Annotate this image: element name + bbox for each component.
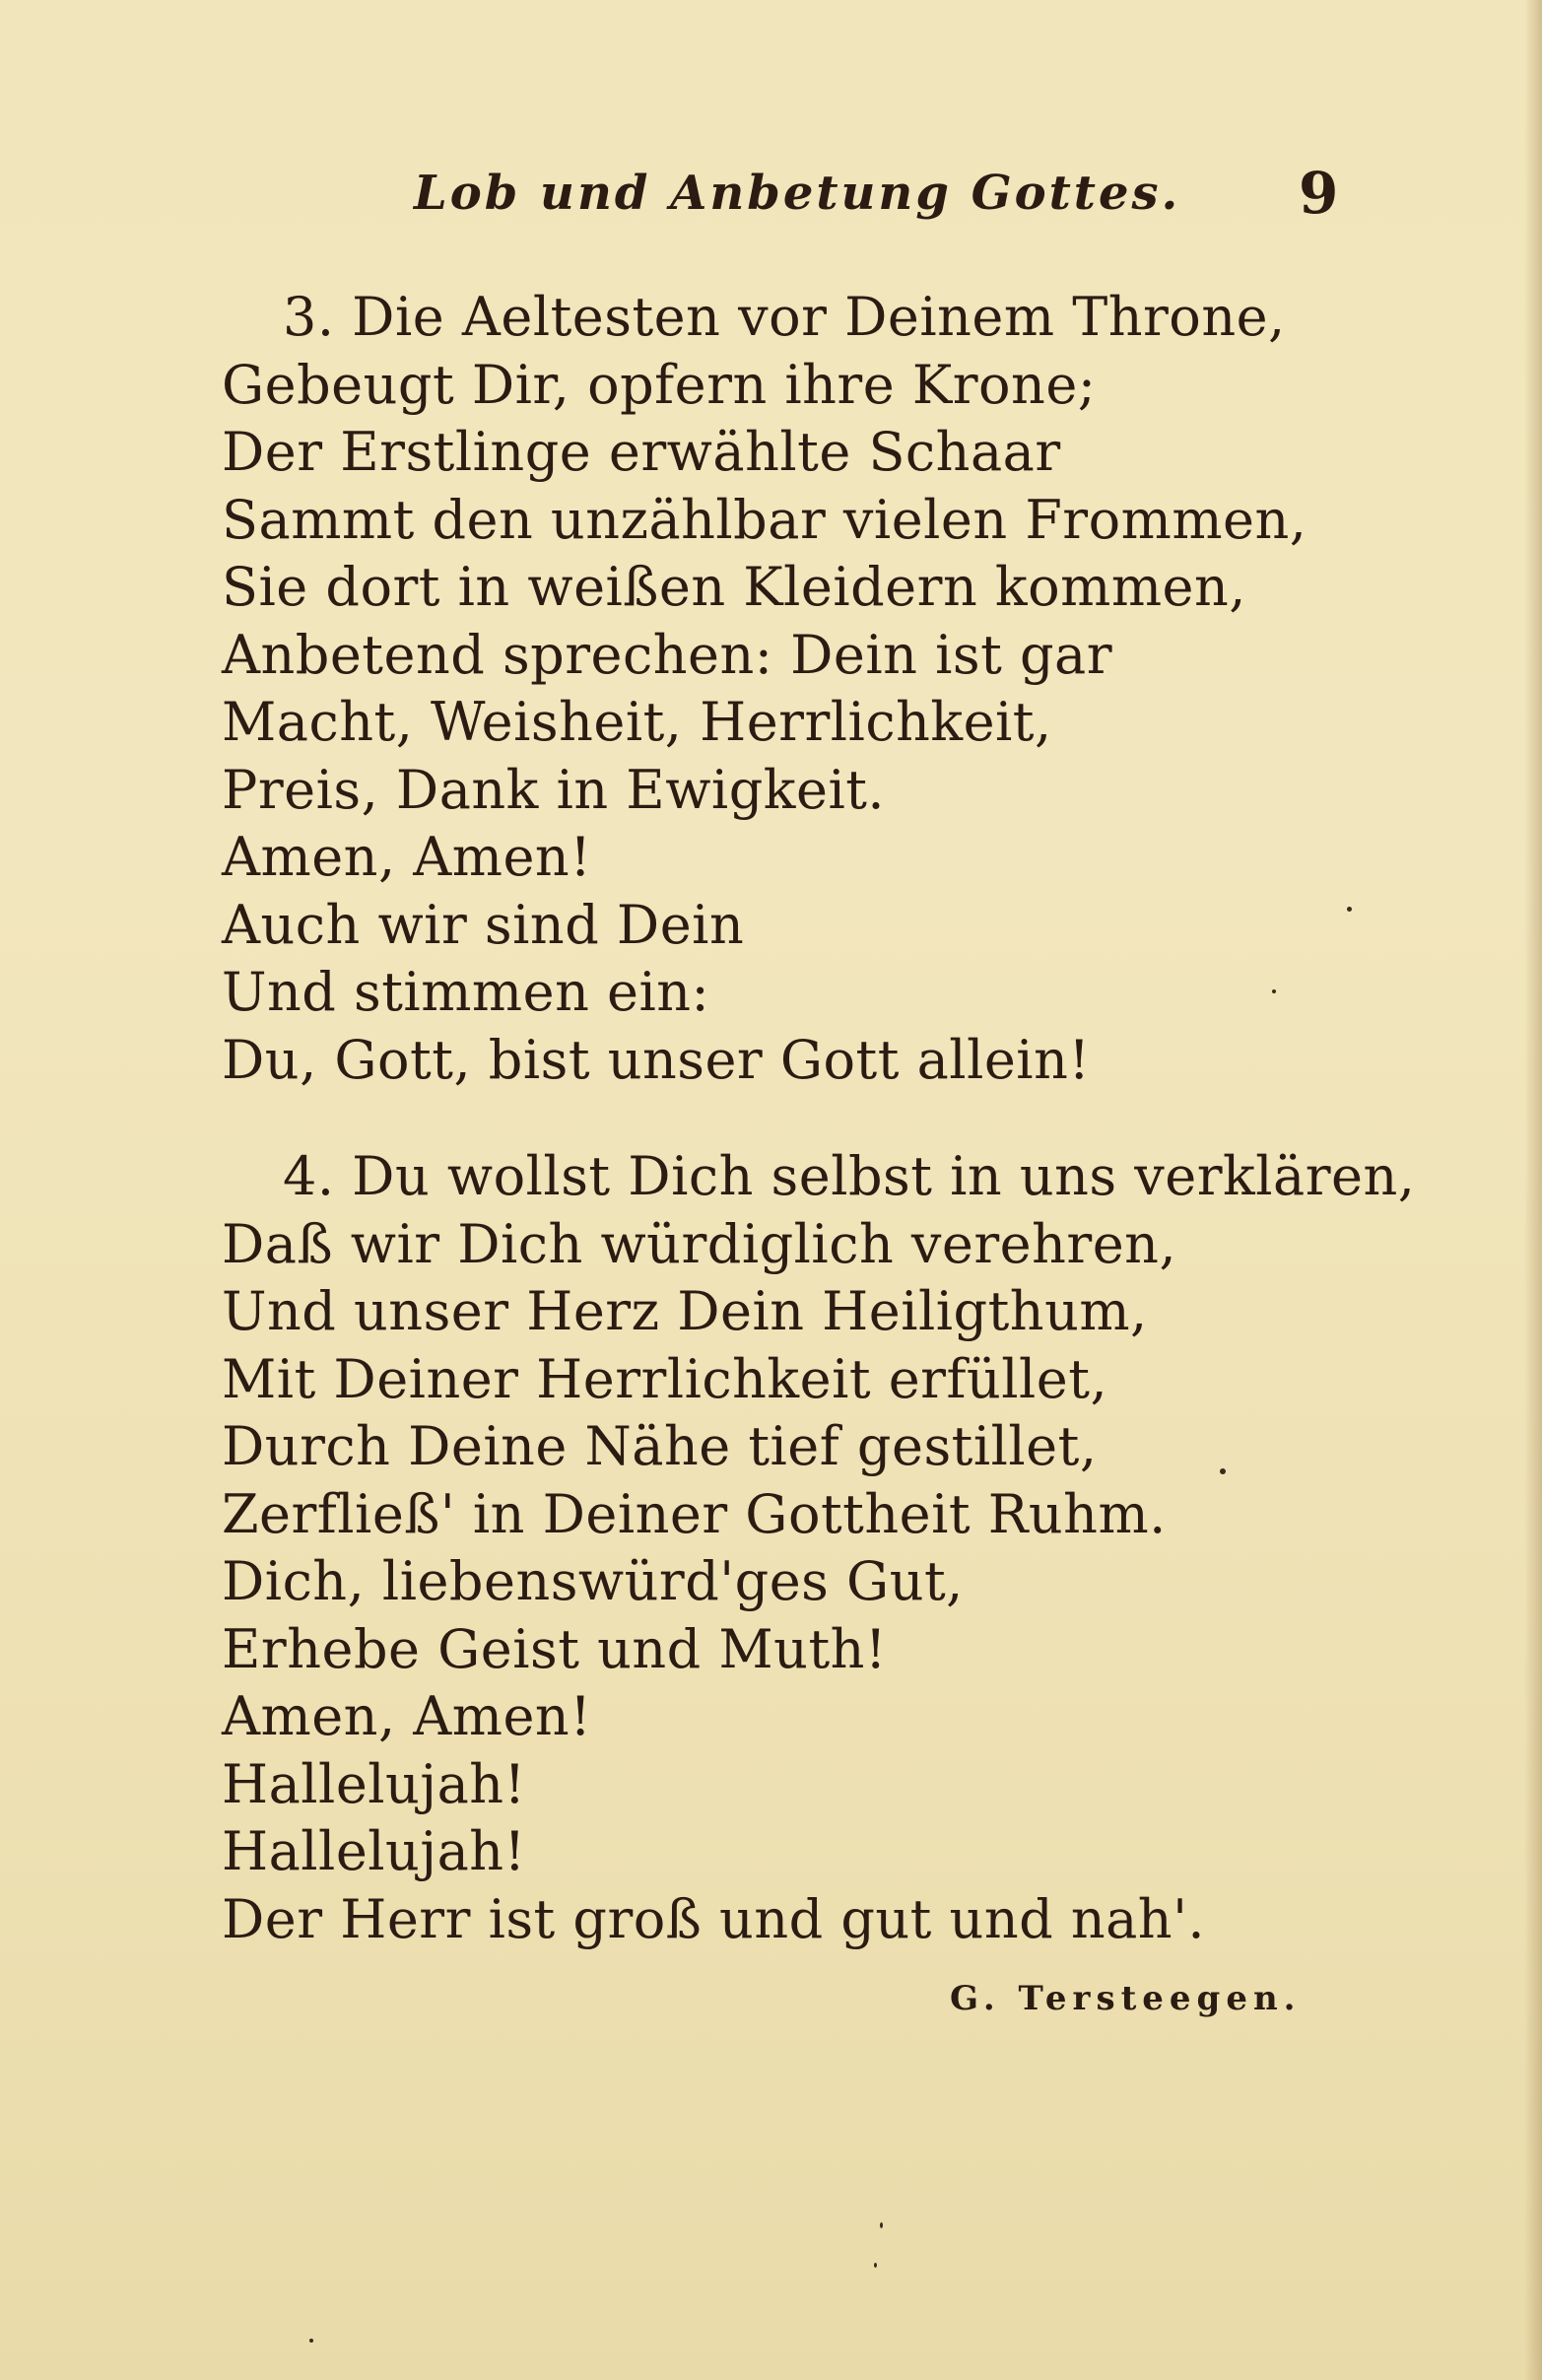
- verse-line: Hallelujah!: [222, 1752, 526, 1815]
- author-attribution: G. Tersteegen.: [950, 1979, 1302, 2018]
- verse-line: Preis, Dank in Ewigkeit.: [222, 758, 886, 821]
- verse-line: Du, Gott, bist unser Gott allein!: [222, 1028, 1091, 1091]
- verse-line: 3. Die Aeltesten vor Deinem Throne,: [283, 286, 1286, 348]
- stanza-4: [222, 1143, 1416, 1953]
- verse-line: Der Erstlinge erwählte Schaar: [222, 421, 1061, 483]
- verse-line: Anbetend sprechen: Dein ist gar: [222, 623, 1113, 686]
- verse-line: Dich, liebenswürd'ges Gut,: [222, 1550, 964, 1612]
- ink-speck: [874, 2263, 877, 2268]
- verse-line: Macht, Weisheit, Herrlichkeit,: [222, 691, 1052, 753]
- ink-speck: [1347, 907, 1352, 912]
- verse-line: Amen, Amen!: [222, 1685, 592, 1747]
- verse-line: Sammt den unzählbar vielen Frommen,: [222, 488, 1307, 551]
- running-head-title: Lob und Anbetung Gottes.: [414, 166, 1181, 221]
- ink-speck: [1220, 1468, 1226, 1474]
- verse-line: 4. Du wollst Dich selbst in uns verklären,: [283, 1145, 1416, 1207]
- verse-line: Und stimmen ein:: [222, 961, 710, 1023]
- verse-line: Sie dort in weißen Kleidern kommen,: [222, 556, 1246, 618]
- verse-line: Amen, Amen!: [222, 826, 592, 888]
- verse-line: Mit Deiner Herrlichkeit erfüllet,: [222, 1347, 1108, 1410]
- ink-speck: [880, 2222, 883, 2228]
- page-edge-shadow: [1524, 0, 1542, 2380]
- verse-line: Durch Deine Nähe tief gestillet,: [222, 1415, 1098, 1477]
- verse-line: Zerfließ' in Deiner Gottheit Ruhm.: [222, 1482, 1167, 1545]
- page-number: 9: [1299, 160, 1339, 227]
- verse-line: Hallelujah!: [222, 1820, 526, 1882]
- verse-line: Auch wir sind Dein: [222, 893, 745, 956]
- ink-speck: [1272, 989, 1276, 993]
- verse-line: Daß wir Dich würdiglich verehren,: [222, 1212, 1177, 1275]
- verse-line: Gebeugt Dir, opfern ihre Krone;: [222, 353, 1097, 416]
- verse-line: Erhebe Geist und Muth!: [222, 1617, 888, 1680]
- verse-line: Und unser Herz Dein Heiligthum,: [222, 1280, 1148, 1342]
- ink-speck: [309, 2339, 313, 2343]
- stanza-3: [222, 284, 1404, 1094]
- verse-line: Der Herr ist groß und gut und nah'.: [222, 1887, 1206, 1950]
